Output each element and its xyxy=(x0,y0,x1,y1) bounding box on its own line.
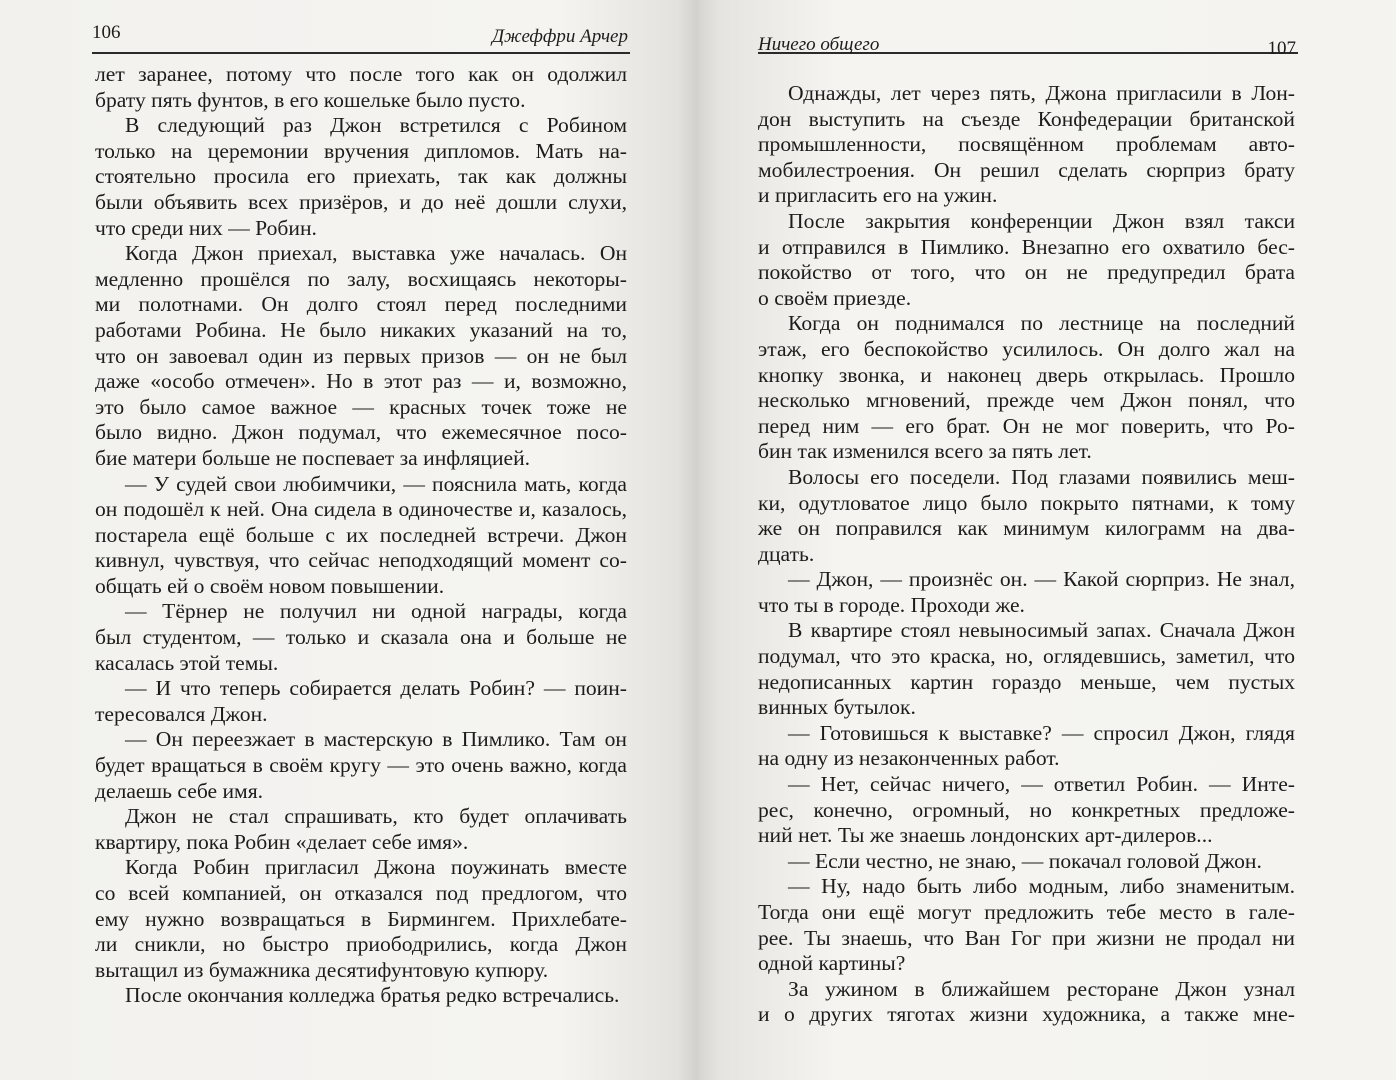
text-line: со всей компанией, он отказался под предлогом, что xyxy=(95,881,627,905)
text-line: Когда он поднимался по лестнице на последний xyxy=(788,311,1295,336)
right-page-text xyxy=(758,81,1295,1028)
text-line: — И что теперь собирается делать Робин? — поин- xyxy=(125,676,627,701)
text-line: медленно прошёлся по залу, восхищаясь некоторы- xyxy=(95,266,627,291)
text-line: ему нужно возвращаться в Бирмингем. Прихлебате- xyxy=(95,906,627,931)
text-line: брату пять фунтов, в его кошельке было пусто. xyxy=(95,87,526,112)
text-line: постарела ещё больше с их последней встречи. Джон xyxy=(95,522,627,547)
text-line: После закрытия конференции Джон взял такси xyxy=(788,208,1295,233)
text-line: За ужином в ближайшем ресторане Джон узнал xyxy=(788,976,1295,1001)
text-line: будет вращаться в своём кругу — это очень важно, когда xyxy=(95,753,627,778)
left-page-text xyxy=(95,62,627,1009)
text-line: на одну из незаконченных работ. xyxy=(758,746,1060,771)
text-line: промышленности, посвящённом проблемам авто- xyxy=(758,132,1295,157)
text-line: винных бутылок. xyxy=(758,695,916,720)
text-line: кнопку звонка, и наконец дверь открылась. Прошло xyxy=(758,362,1295,387)
text-line: — Он переезжает в мастерскую в Пимлико. Там он xyxy=(125,727,627,752)
text-line: одной картины? xyxy=(758,951,906,976)
text-line: — У судей свои любимчики, — пояснила мать, когда xyxy=(125,471,627,496)
text-line: рес, конечно, огромный, но конкретных предложе- xyxy=(758,797,1295,822)
right-page-header xyxy=(758,22,1298,59)
text-line: бие матери больше не поспевает за инфляцией. xyxy=(95,445,531,470)
text-line: перед ним — его брат. Он не мог поверить, что Ро- xyxy=(758,413,1295,438)
text-line: ки, одутловатое лицо было покрыто пятнами, к тому xyxy=(758,490,1295,515)
text-line: — Ну, надо быть либо модным, либо знаменитым. xyxy=(788,874,1295,899)
text-line: Джон не стал спрашивать, кто будет оплачивать xyxy=(125,804,627,829)
text-line: Однажды, лет через пять, Джона пригласили в Лон- xyxy=(788,81,1295,105)
text-line: работами Робина. Не было никаких указаний на то, xyxy=(95,317,627,342)
text-line: ли сникли, но быстро приободрились, когда Джон xyxy=(95,932,627,957)
right-page xyxy=(698,0,1396,1080)
text-line: — Нет, сейчас ничего, — ответил Робин. — Интe- xyxy=(788,772,1295,797)
page-number: 106 xyxy=(92,22,121,43)
text-line: лет заранее, потому что после того как он одолжил xyxy=(95,62,627,86)
text-line: общать ей о своём новом повышении. xyxy=(95,573,445,598)
text-line: — Джон, — произнёс он. — Какой сюрприз. Не знал, xyxy=(788,567,1295,592)
text-line: бин так изменился всего за пять лет. xyxy=(758,439,1092,464)
text-line: дцать. xyxy=(758,541,815,566)
text-line: — Готовишься к выставке? — спросил Джон, глядя xyxy=(788,720,1295,745)
text-line: После окончания колледжа братья редко встречались. xyxy=(125,983,620,1008)
text-line: вытащил из бумажника десятифунтовую купюру. xyxy=(95,957,549,982)
text-line: стоятельно просила его приехать, так как должны xyxy=(95,164,627,189)
text-line: о своём приезде. xyxy=(758,285,912,310)
text-line: квартиру, пока Робин «делает себе имя». xyxy=(95,829,469,854)
text-line: и пригласить его на ужин. xyxy=(758,183,998,208)
text-line: несколько мгновений, прежде чем Джон понял, что xyxy=(758,388,1295,413)
text-line: Когда Джон приехал, выставка уже началась. Он xyxy=(125,241,627,266)
text-line: Когда Робин пригласил Джона поужинать вместе xyxy=(125,855,627,880)
text-line: В следующий раз Джон встретился с Робином xyxy=(125,113,627,138)
text-line: было видно. Джон подумал, что ежемесячное посо- xyxy=(95,420,627,445)
text-line: что ты в городе. Проходи же. xyxy=(758,592,1025,617)
text-line: дон выступить на съезде Конфедерации британской xyxy=(758,106,1295,131)
text-line: же он поправился как минимум килограмм на два- xyxy=(758,516,1295,541)
text-line: делаешь себе имя. xyxy=(95,778,264,803)
text-line: этаж, его беспокойство усилилось. Он долго жал на xyxy=(758,336,1295,361)
text-line: он подошёл к ней. Она сидела в одиночестве и, казалось, xyxy=(95,497,627,522)
text-line: — Тёрнер не получил ни одной награды, когда xyxy=(125,599,627,624)
text-line: Волосы его поседели. Под глазами появились меш- xyxy=(788,464,1295,489)
text-line: что он завоевал один из первых призов — он не был xyxy=(95,343,627,368)
text-line: касалась этой темы. xyxy=(95,650,279,675)
text-line: кивнул, чувствуя, что сейчас неподходящий момент со- xyxy=(95,548,627,573)
page-number: 107 xyxy=(1267,38,1296,59)
text-line: это было самое важное — красных точек тоже не xyxy=(95,394,627,419)
text-line: ний нет. Ты же знаешь лондонских арт-дилеров... xyxy=(758,823,1213,848)
text-line: даже «особо отмечен». Но в этот раз — и, возможно, xyxy=(95,369,627,394)
left-page-header xyxy=(92,22,630,54)
text-line: только на церемонии вручения дипломов. Мать на- xyxy=(95,138,627,163)
text-line: рее. Ты знаешь, что Ван Гог при жизни не продал ни xyxy=(758,925,1295,950)
text-line: и о других тяготах жизни художника, а также мне- xyxy=(758,1002,1295,1027)
text-line: мобилестроения. Он решил сделать сюрприз брату xyxy=(758,157,1295,182)
text-line: покойство от того, что он не предупредил брата xyxy=(758,260,1295,285)
text-line: В квартире стоял невыносимый запах. Сначала Джон xyxy=(788,618,1295,643)
text-line: недописанных картин гораздо меньше, чем пустых xyxy=(758,669,1295,694)
text-line: и отправился в Пимлико. Внезапно его охватило бес- xyxy=(758,234,1295,259)
text-line: — Если честно, не знаю, — покачал головой Джон. xyxy=(788,848,1262,873)
text-line: подумал, что это краска, но, оглядевшись, заметил, что xyxy=(758,644,1295,669)
text-line: Тогда они ещё могут предложить тебе место в гале- xyxy=(758,900,1295,924)
text-line: ми полотнами. Он долго стоял перед последними xyxy=(95,292,627,317)
text-line: что среди них — Робин. xyxy=(95,215,317,240)
text-line: были объявить всех призёров, и до неё дошли слухи, xyxy=(95,189,627,214)
running-head: Джеффри Арчер xyxy=(491,26,628,47)
text-line: был студентом, — только и сказала она и больше не xyxy=(95,625,627,650)
running-head: Ничего общего xyxy=(758,34,880,55)
text-line: тересовался Джон. xyxy=(95,701,268,726)
